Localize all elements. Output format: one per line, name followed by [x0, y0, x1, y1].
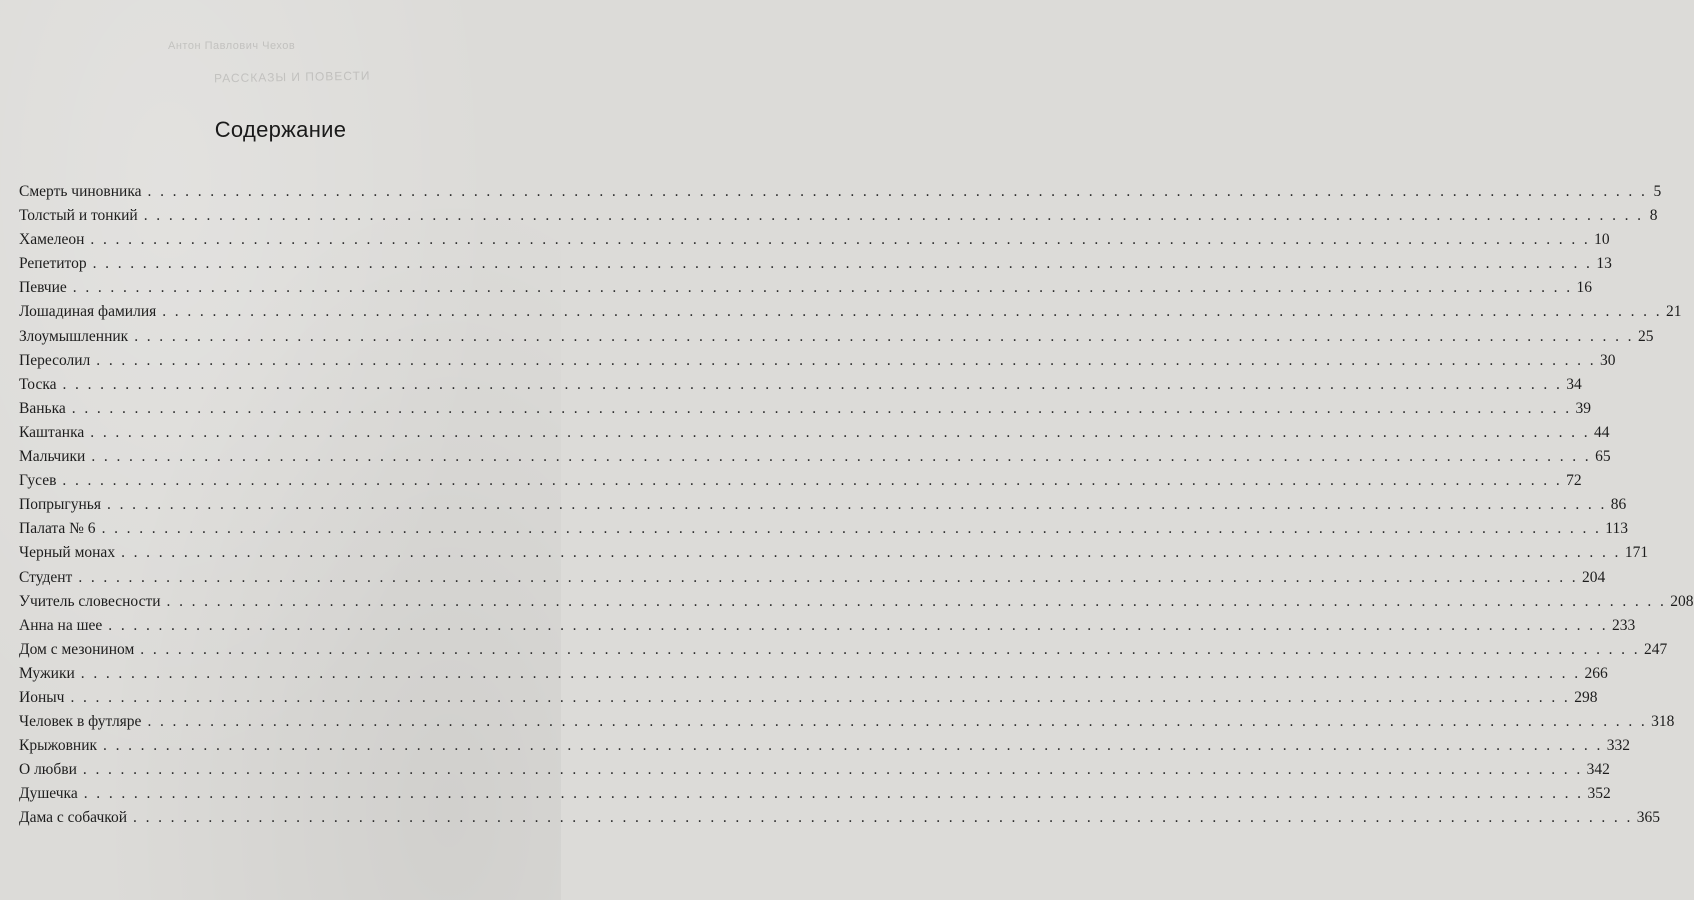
toc-entry-page-number: 204 [1582, 568, 1606, 586]
toc-dot-leader: . . . . . . . . . . . . . . . . . . . . . . . . . . . . . . . . . . . . . . . . . . . . . . . . . . . . . . . . . . . . . . . . . . . . . . . . . . . . . . . . . . . . . . . . . . . . . . . . . . . . . . . . . . . . . . . . . . . . . . . . [82, 761, 1583, 779]
toc-dot-leader: . . . . . . . . . . . . . . . . . . . . . . . . . . . . . . . . . . . . . . . . . . . . . . . . . . . . . . . . . . . . . . . . . . . . . . . . . . . . . . . . . . . . . . . . . . . . . . . . . . . . . . . . . . . . . . . . . . . . . . . . [96, 351, 1597, 369]
toc-entry-title: Тоска [19, 375, 57, 393]
toc-entry-title: Мальчики [19, 448, 86, 466]
toc-entry-page-number: 16 [1576, 279, 1593, 297]
toc-entry[interactable] [19, 180, 1662, 204]
toc-entry[interactable] [19, 782, 1611, 806]
toc-dot-leader: . . . . . . . . . . . . . . . . . . . . . . . . . . . . . . . . . . . . . . . . . . . . . . . . . . . . . . . . . . . . . . . . . . . . . . . . . . . . . . . . . . . . . . . . . . . . . . . . . . . . . . . . . . . . . . . . . . . . . . . . [70, 688, 1571, 706]
toc-dot-leader: . . . . . . . . . . . . . . . . . . . . . . . . . . . . . . . . . . . . . . . . . . . . . . . . . . . . . . . . . . . . . . . . . . . . . . . . . . . . . . . . . . . . . . . . . . . . . . . . . . . . . . . . . . . . . . . . . . . . . . . . [134, 327, 1634, 345]
toc-entry[interactable] [19, 204, 1658, 228]
toc-entry[interactable] [19, 710, 1675, 734]
toc-entry-title: Черный монах [19, 544, 116, 562]
toc-entry-title: Дама с собачкой [19, 809, 128, 827]
toc-entry-page-number: 332 [1606, 737, 1630, 755]
toc-entry-page-number: 266 [1584, 664, 1608, 682]
toc-entry-page-number: 298 [1574, 688, 1598, 706]
toc-entry-title: Студент [19, 568, 73, 586]
toc-entry[interactable] [19, 228, 1610, 252]
toc-entry-title: Хамелеон [19, 231, 85, 249]
toc-dot-leader: . . . . . . . . . . . . . . . . . . . . . . . . . . . . . . . . . . . . . . . . . . . . . . . . . . . . . . . . . . . . . . . . . . . . . . . . . . . . . . . . . . . . . . . . . . . . . . . . . . . . . . . . . . . . . . . . . . . . . . . . [107, 496, 1607, 514]
toc-entry-title: Дом с мезонином [19, 640, 135, 658]
toc-entry-page-number: 13 [1596, 255, 1612, 273]
bleed-through-text-2: РАССКАЗЫ И ПОВЕСТИ [213, 68, 371, 86]
toc-entry-page-number: 86 [1610, 496, 1627, 514]
toc-entry-title: Душечка [19, 785, 78, 803]
toc-entry-page-number: 34 [1566, 375, 1582, 393]
toc-entry-title: Гусев [19, 472, 57, 490]
toc-entry-page-number: 10 [1594, 231, 1610, 249]
toc-entry-page-number: 21 [1665, 303, 1682, 321]
toc-dot-leader: . . . . . . . . . . . . . . . . . . . . . . . . . . . . . . . . . . . . . . . . . . . . . . . . . . . . . . . . . . . . . . . . . . . . . . . . . . . . . . . . . . . . . . . . . . . . . . . . . . . . . . . . . . . . . . . . . . . . . . . . [121, 544, 1621, 562]
toc-entry-page-number: 65 [1595, 448, 1611, 466]
toc-dot-leader: . . . . . . . . . . . . . . . . . . . . . . . . . . . . . . . . . . . . . . . . . . . . . . . . . . . . . . . . . . . . . . . . . . . . . . . . . . . . . . . . . . . . . . . . . . . . . . . . . . . . . . . . . . . . . . . . . . . . . . . . [103, 737, 1603, 755]
toc-entry-page-number: 44 [1594, 423, 1610, 441]
toc-entry[interactable] [19, 758, 1610, 782]
toc-entry[interactable] [19, 469, 1582, 493]
toc-entry-title: Пересолил [19, 351, 91, 369]
toc-entry[interactable] [19, 566, 1606, 590]
toc-entry-page-number: 8 [1649, 207, 1658, 225]
toc-entry-title: Человек в футляре [19, 713, 142, 731]
toc-entry-page-number: 342 [1586, 761, 1610, 779]
toc-dot-leader: . . . . . . . . . . . . . . . . . . . . . . . . . . . . . . . . . . . . . . . . . . . . . . . . . . . . . . . . . . . . . . . . . . . . . . . . . . . . . . . . . . . . . . . . . . . . . . . . . . . . . . . . . . . . . . . . . . . . . . . . [147, 713, 1648, 731]
toc-entry[interactable] [19, 686, 1598, 710]
toc-entry-page-number: 30 [1600, 351, 1616, 369]
toc-dot-leader: . . . . . . . . . . . . . . . . . . . . . . . . . . . . . . . . . . . . . . . . . . . . . . . . . . . . . . . . . . . . . . . . . . . . . . . . . . . . . . . . . . . . . . . . . . . . . . . . . . . . . . . . . . . . . . . . . . . . . . . . [166, 592, 1667, 610]
toc-dot-leader: . . . . . . . . . . . . . . . . . . . . . . . . . . . . . . . . . . . . . . . . . . . . . . . . . . . . . . . . . . . . . . . . . . . . . . . . . . . . . . . . . . . . . . . . . . . . . . . . . . . . . . . . . . . . . . . . . . . . . . . . [62, 375, 1563, 393]
toc-entry[interactable] [19, 276, 1593, 300]
toc-entry[interactable] [19, 662, 1608, 686]
toc-entry-title: Анна на шее [19, 616, 103, 634]
toc-entry-title: Ионыч [19, 688, 65, 706]
page-title: Содержание [214, 117, 347, 142]
toc-entry-page-number: 113 [1605, 520, 1628, 538]
toc-entry[interactable] [19, 300, 1682, 324]
toc-entry-title: Лошадиная фамилия [19, 303, 157, 321]
toc-entry-title: Репетитор [19, 255, 87, 273]
toc-entry-page-number: 25 [1637, 327, 1654, 345]
toc-dot-leader: . . . . . . . . . . . . . . . . . . . . . . . . . . . . . . . . . . . . . . . . . . . . . . . . . . . . . . . . . . . . . . . . . . . . . . . . . . . . . . . . . . . . . . . . . . . . . . . . . . . . . . . . . . . . . . . . . . . . . . . . [162, 303, 1662, 321]
toc-dot-leader: . . . . . . . . . . . . . . . . . . . . . . . . . . . . . . . . . . . . . . . . . . . . . . . . . . . . . . . . . . . . . . . . . . . . . . . . . . . . . . . . . . . . . . . . . . . . . . . . . . . . . . . . . . . . . . . . . . . . . . . . [83, 785, 1584, 803]
toc-dot-leader: . . . . . . . . . . . . . . . . . . . . . . . . . . . . . . . . . . . . . . . . . . . . . . . . . . . . . . . . . . . . . . . . . . . . . . . . . . . . . . . . . . . . . . . . . . . . . . . . . . . . . . . . . . . . . . . . . . . . . . . . [71, 399, 1572, 417]
toc-entry-title: Певчие [19, 279, 67, 297]
toc-entry-page-number: 233 [1612, 616, 1636, 634]
toc-entry-page-number: 171 [1624, 544, 1649, 562]
toc-entry-page-number: 39 [1575, 399, 1591, 417]
toc-entry[interactable] [19, 445, 1611, 469]
toc-dot-leader: . . . . . . . . . . . . . . . . . . . . . . . . . . . . . . . . . . . . . . . . . . . . . . . . . . . . . . . . . . . . . . . . . . . . . . . . . . . . . . . . . . . . . . . . . . . . . . . . . . . . . . . . . . . . . . . . . . . . . . . . [140, 640, 1641, 658]
toc-entry[interactable] [19, 325, 1654, 349]
toc-entry[interactable] [19, 541, 1649, 565]
toc-entry-title: Палата № 6 [19, 520, 96, 538]
toc-dot-leader: . . . . . . . . . . . . . . . . . . . . . . . . . . . . . . . . . . . . . . . . . . . . . . . . . . . . . . . . . . . . . . . . . . . . . . . . . . . . . . . . . . . . . . . . . . . . . . . . . . . . . . . . . . . . . . . . . . . . . . . . [92, 255, 1593, 273]
toc-dot-leader: . . . . . . . . . . . . . . . . . . . . . . . . . . . . . . . . . . . . . . . . . . . . . . . . . . . . . . . . . . . . . . . . . . . . . . . . . . . . . . . . . . . . . . . . . . . . . . . . . . . . . . . . . . . . . . . . . . . . . . . . [80, 664, 1581, 682]
toc-entry-page-number: 5 [1653, 183, 1662, 200]
toc-entry[interactable] [19, 493, 1627, 517]
table-of-contents [19, 180, 1694, 831]
toc-dot-leader: . . . . . . . . . . . . . . . . . . . . . . . . . . . . . . . . . . . . . . . . . . . . . . . . . . . . . . . . . . . . . . . . . . . . . . . . . . . . . . . . . . . . . . . . . . . . . . . . . . . . . . . . . . . . . . . . . . . . . . . . [108, 616, 1609, 634]
toc-entry-page-number: 208 [1670, 592, 1694, 610]
toc-dot-leader: . . . . . . . . . . . . . . . . . . . . . . . . . . . . . . . . . . . . . . . . . . . . . . . . . . . . . . . . . . . . . . . . . . . . . . . . . . . . . . . . . . . . . . . . . . . . . . . . . . . . . . . . . . . . . . . . . . . . . . . . [62, 472, 1563, 490]
toc-entry-title: О любви [19, 761, 77, 779]
toc-entry-title: Смерть чиновника [19, 183, 142, 200]
toc-entry-title: Ванька [19, 399, 66, 417]
toc-entry[interactable] [19, 397, 1591, 421]
toc-entry-page-number: 352 [1587, 785, 1611, 803]
toc-entry-page-number: 365 [1636, 809, 1661, 827]
toc-dot-leader: . . . . . . . . . . . . . . . . . . . . . . . . . . . . . . . . . . . . . . . . . . . . . . . . . . . . . . . . . . . . . . . . . . . . . . . . . . . . . . . . . . . . . . . . . . . . . . . . . . . . . . . . . . . . . . . . . . . . . . . . [78, 568, 1579, 586]
toc-entry-title: Злоумышленник [19, 327, 129, 345]
toc-dot-leader: . . . . . . . . . . . . . . . . . . . . . . . . . . . . . . . . . . . . . . . . . . . . . . . . . . . . . . . . . . . . . . . . . . . . . . . . . . . . . . . . . . . . . . . . . . . . . . . . . . . . . . . . . . . . . . . . . . . . . . . . [90, 423, 1590, 441]
toc-dot-leader: . . . . . . . . . . . . . . . . . . . . . . . . . . . . . . . . . . . . . . . . . . . . . . . . . . . . . . . . . . . . . . . . . . . . . . . . . . . . . . . . . . . . . . . . . . . . . . . . . . . . . . . . . . . . . . . . . . . . . . . . [143, 207, 1644, 225]
toc-entry[interactable] [19, 252, 1612, 276]
toc-dot-leader: . . . . . . . . . . . . . . . . . . . . . . . . . . . . . . . . . . . . . . . . . . . . . . . . . . . . . . . . . . . . . . . . . . . . . . . . . . . . . . . . . . . . . . . . . . . . . . . . . . . . . . . . . . . . . . . . . . . . . . . . [133, 809, 1633, 827]
toc-dot-leader: . . . . . . . . . . . . . . . . . . . . . . . . . . . . . . . . . . . . . . . . . . . . . . . . . . . . . . . . . . . . . . . . . . . . . . . . . . . . . . . . . . . . . . . . . . . . . . . . . . . . . . . . . . . . . . . . . . . . . . . . [90, 231, 1591, 249]
toc-dot-leader: . . . . . . . . . . . . . . . . . . . . . . . . . . . . . . . . . . . . . . . . . . . . . . . . . . . . . . . . . . . . . . . . . . . . . . . . . . . . . . . . . . . . . . . . . . . . . . . . . . . . . . . . . . . . . . . . . . . . . . . . [147, 183, 1648, 200]
toc-entry-title: Попрыгунья [19, 496, 102, 514]
toc-entry-title: Мужики [19, 664, 75, 682]
toc-entry[interactable] [19, 349, 1616, 373]
toc-entry[interactable] [19, 590, 1694, 614]
toc-entry-page-number: 72 [1566, 472, 1582, 490]
toc-entry-title: Учитель словесности [19, 592, 161, 610]
toc-dot-leader: . . . . . . . . . . . . . . . . . . . . . . . . . . . . . . . . . . . . . . . . . . . . . . . . . . . . . . . . . . . . . . . . . . . . . . . . . . . . . . . . . . . . . . . . . . . . . . . . . . . . . . . . . . . . . . . . . . . . . . . . [72, 279, 1573, 297]
toc-entry[interactable] [19, 373, 1582, 397]
toc-entry[interactable] [19, 614, 1636, 638]
toc-dot-leader: . . . . . . . . . . . . . . . . . . . . . . . . . . . . . . . . . . . . . . . . . . . . . . . . . . . . . . . . . . . . . . . . . . . . . . . . . . . . . . . . . . . . . . . . . . . . . . . . . . . . . . . . . . . . . . . . . . . . . . . . [101, 520, 1602, 538]
toc-entry[interactable] [19, 734, 1630, 758]
toc-entry-title: Каштанка [19, 423, 85, 441]
toc-entry[interactable] [19, 638, 1668, 662]
bleed-through-text-1: Антон Павлович Чехов [168, 40, 296, 52]
toc-entry-title: Крыжовник [19, 737, 98, 755]
toc-entry-page-number: 247 [1644, 640, 1668, 658]
toc-dot-leader: . . . . . . . . . . . . . . . . . . . . . . . . . . . . . . . . . . . . . . . . . . . . . . . . . . . . . . . . . . . . . . . . . . . . . . . . . . . . . . . . . . . . . . . . . . . . . . . . . . . . . . . . . . . . . . . . . . . . . . . . [91, 448, 1592, 466]
toc-entry-page-number: 318 [1651, 713, 1675, 731]
toc-entry[interactable] [19, 421, 1610, 445]
toc-entry[interactable] [19, 517, 1628, 541]
toc-entry[interactable] [19, 806, 1661, 830]
toc-entry-title: Толстый и тонкий [19, 207, 138, 225]
